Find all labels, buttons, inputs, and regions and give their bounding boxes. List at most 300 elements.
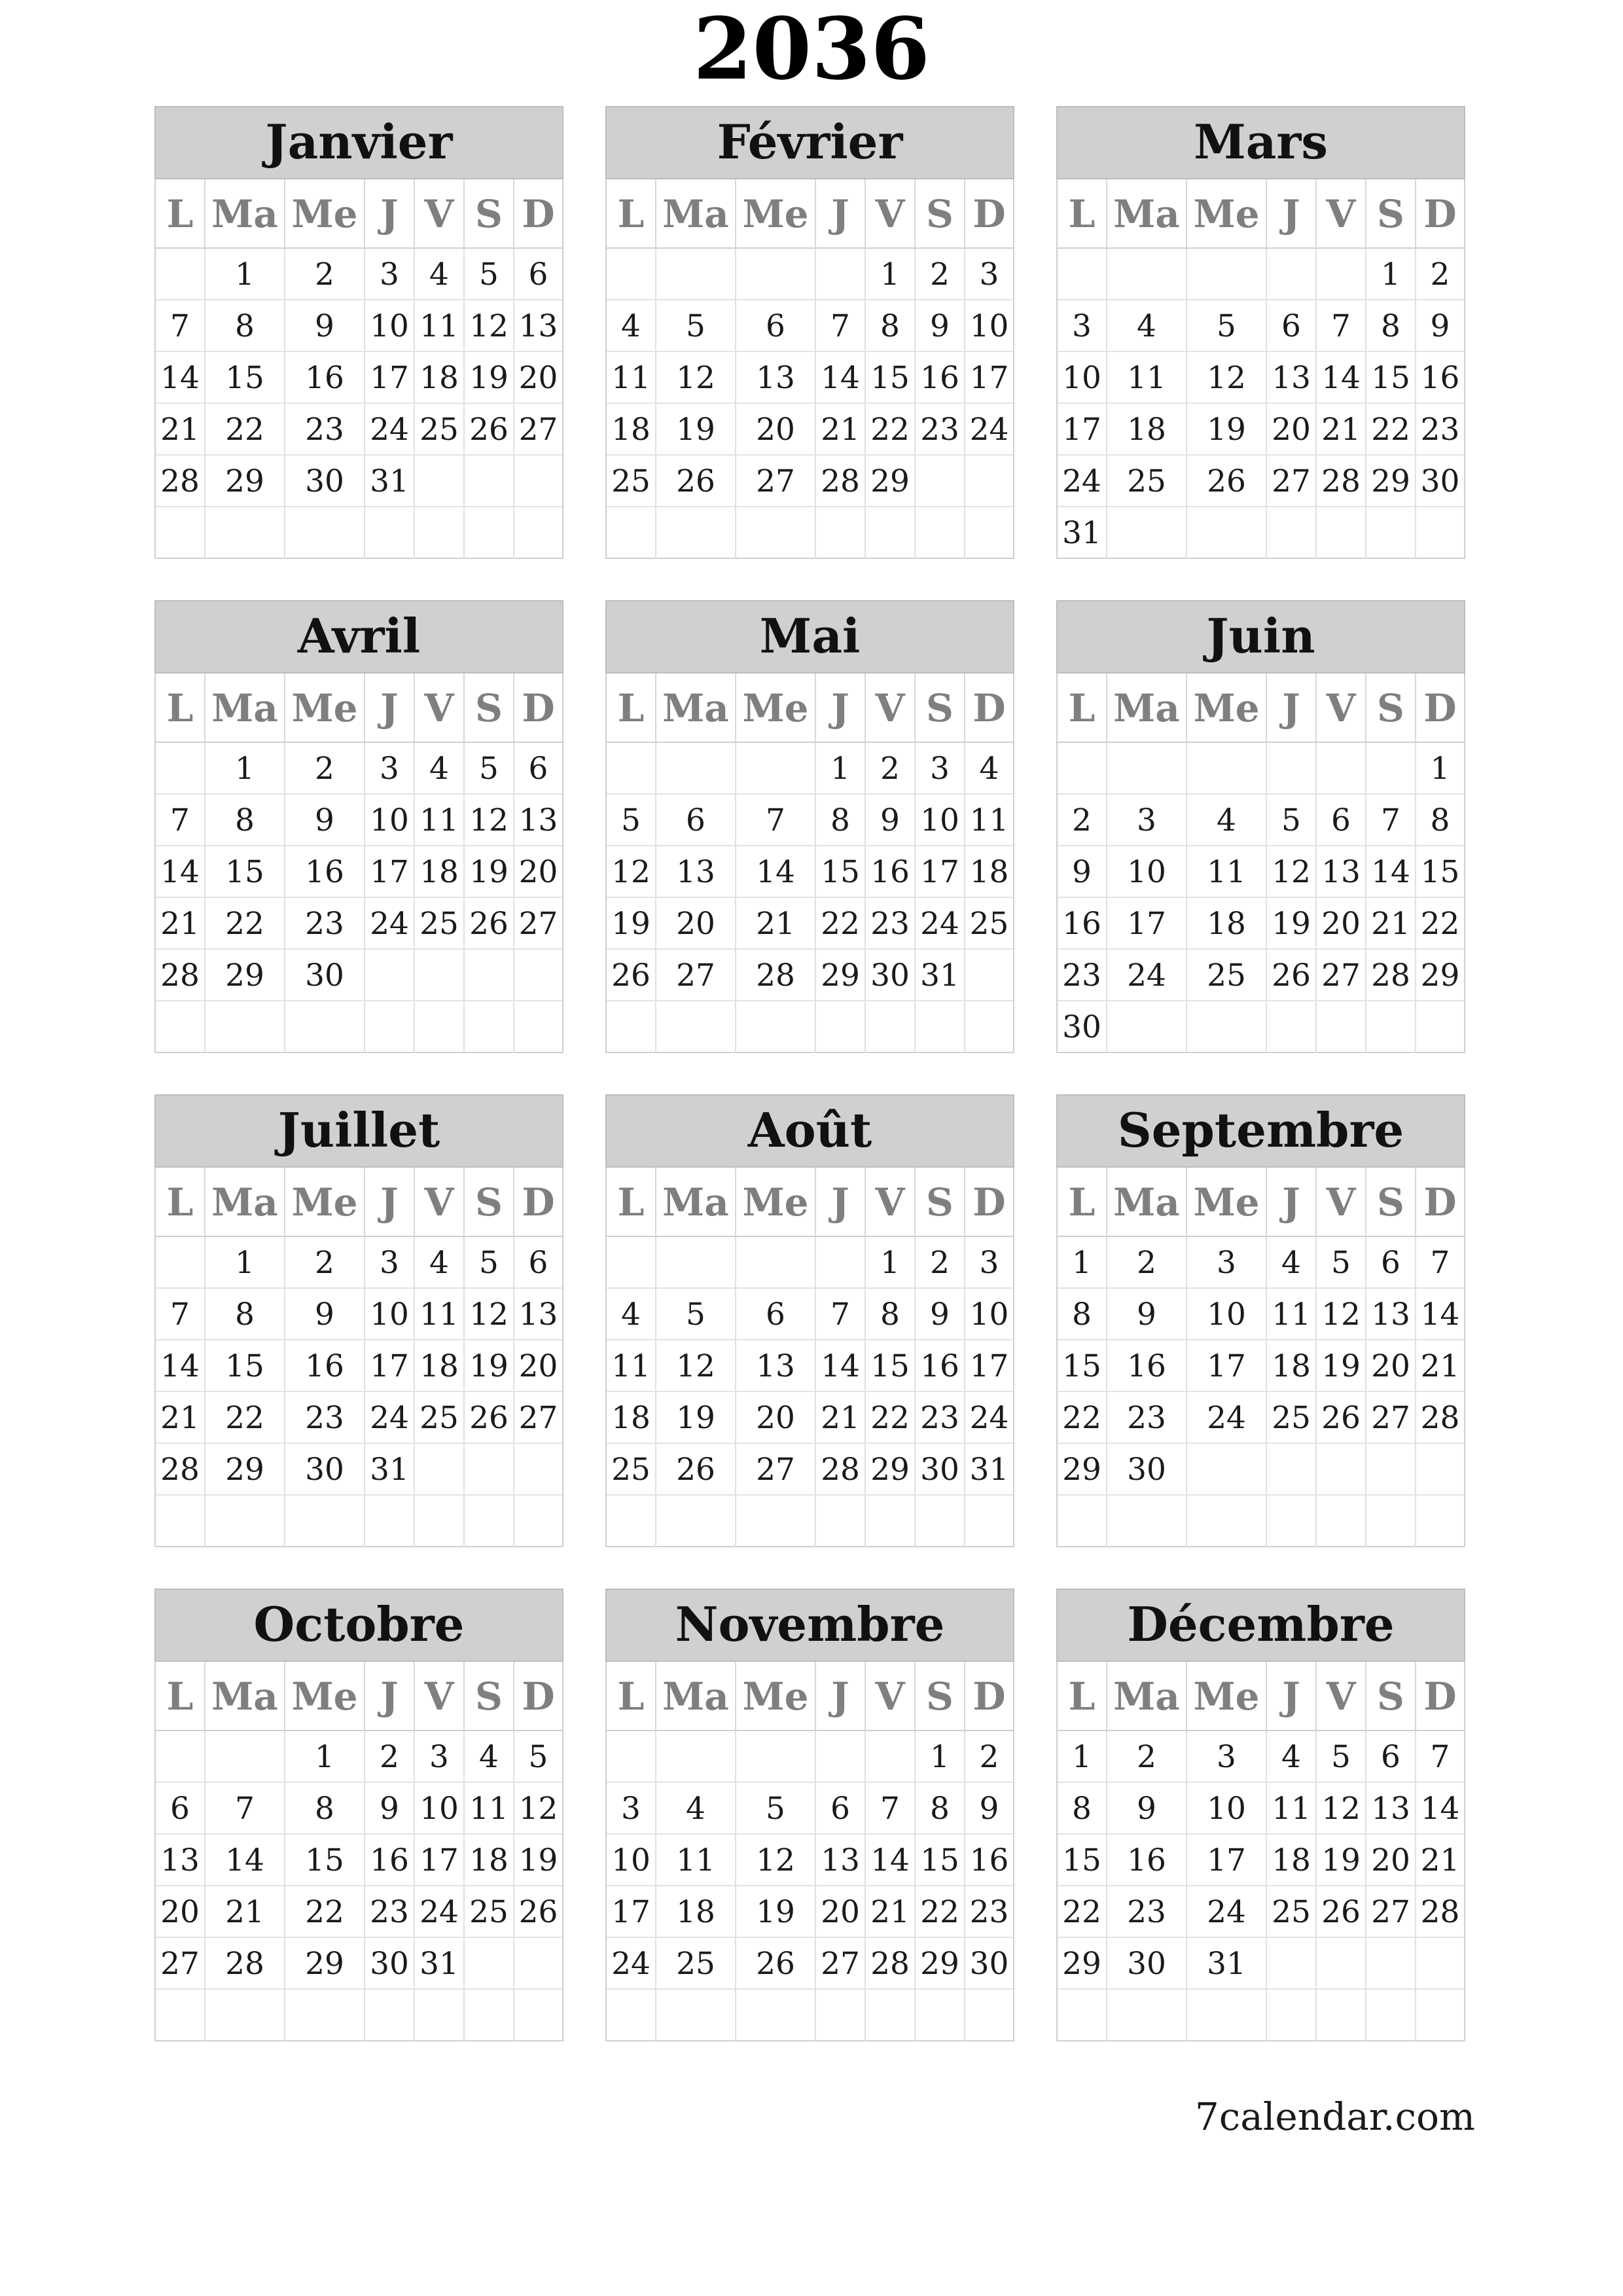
day-cell (816, 1990, 866, 2041)
day-cell (514, 1496, 562, 1547)
day-cell: 13 (656, 846, 736, 898)
day-cell: 31 (1058, 507, 1107, 559)
day-cell: 3 (965, 1237, 1013, 1289)
day-cell: 28 (156, 1444, 205, 1496)
weekday-header: L (156, 673, 205, 743)
day-cell: 31 (415, 1938, 465, 1990)
day-cell (285, 1001, 365, 1053)
day-cell: 23 (1058, 950, 1107, 1001)
day-cell (736, 507, 816, 559)
day-cell: 16 (365, 1835, 415, 1886)
day-cell: 25 (656, 1938, 736, 1990)
month-day-grid (1058, 1662, 1464, 2041)
day-cell: 24 (1187, 1392, 1267, 1444)
month-name: Novembre (605, 1588, 1014, 1662)
day-cell (415, 1444, 465, 1496)
day-cell: 25 (465, 1886, 514, 1938)
day-cell: 22 (866, 1392, 916, 1444)
weekday-header: Me (736, 673, 816, 743)
day-cell (365, 1496, 415, 1547)
weekday-header: S (465, 1662, 514, 1731)
day-cell: 2 (965, 1731, 1013, 1783)
day-cell (736, 1731, 816, 1783)
weekday-header: Me (285, 1662, 365, 1731)
day-cell: 3 (415, 1731, 465, 1783)
day-cell (205, 507, 285, 559)
day-cell: 4 (656, 1783, 736, 1835)
day-cell: 6 (816, 1783, 866, 1835)
day-cell: 18 (656, 1886, 736, 1938)
day-cell: 27 (1267, 456, 1317, 507)
day-cell: 1 (866, 1237, 916, 1289)
day-cell: 2 (365, 1731, 415, 1783)
day-cell: 31 (365, 456, 415, 507)
day-cell: 20 (1366, 1340, 1416, 1392)
day-cell (465, 950, 514, 1001)
day-cell: 14 (816, 352, 866, 404)
day-cell: 30 (285, 456, 365, 507)
day-cell: 31 (365, 1444, 415, 1496)
weekday-header: D (514, 1168, 562, 1237)
day-cell (866, 1990, 916, 2041)
day-cell: 9 (1107, 1289, 1187, 1340)
weekday-header: D (1416, 1168, 1464, 1237)
day-cell: 16 (285, 1340, 365, 1392)
day-cell: 26 (607, 950, 656, 1001)
day-cell: 17 (607, 1886, 656, 1938)
day-cell (1267, 507, 1317, 559)
day-cell (656, 1237, 736, 1289)
day-cell: 26 (1317, 1392, 1366, 1444)
day-cell: 3 (365, 743, 415, 795)
day-cell: 1 (916, 1731, 965, 1783)
day-cell (866, 1496, 916, 1547)
day-cell (965, 1990, 1013, 2041)
day-cell: 3 (1187, 1731, 1267, 1783)
day-cell: 27 (736, 1444, 816, 1496)
day-cell: 24 (365, 1392, 415, 1444)
day-cell: 14 (1317, 352, 1366, 404)
day-cell: 30 (285, 1444, 365, 1496)
day-cell (1317, 249, 1366, 300)
day-cell (656, 249, 736, 300)
day-cell (514, 950, 562, 1001)
day-cell: 14 (156, 846, 205, 898)
weekday-header: Me (736, 1168, 816, 1237)
day-cell: 21 (1317, 404, 1366, 456)
weekday-header: D (1416, 179, 1464, 249)
day-cell (205, 1990, 285, 2041)
day-cell (465, 1444, 514, 1496)
day-cell (1058, 1496, 1107, 1547)
day-cell: 20 (656, 898, 736, 950)
month-day-grid (1058, 179, 1464, 559)
day-cell: 19 (1317, 1835, 1366, 1886)
day-cell: 27 (156, 1938, 205, 1990)
day-cell: 6 (156, 1783, 205, 1835)
day-cell: 26 (514, 1886, 562, 1938)
weekday-header: D (514, 673, 562, 743)
day-cell (1317, 1938, 1366, 1990)
day-cell: 15 (1058, 1340, 1107, 1392)
day-cell: 7 (1416, 1237, 1464, 1289)
day-cell: 19 (656, 404, 736, 456)
day-cell: 22 (1416, 898, 1464, 950)
day-cell (415, 1001, 465, 1053)
day-cell: 26 (1187, 456, 1267, 507)
day-cell: 18 (965, 846, 1013, 898)
day-cell (1317, 1496, 1366, 1547)
day-cell: 9 (285, 1289, 365, 1340)
weekday-header: V (415, 179, 465, 249)
day-cell: 4 (415, 1237, 465, 1289)
day-cell (607, 1496, 656, 1547)
day-cell: 19 (1267, 898, 1317, 950)
day-cell: 14 (736, 846, 816, 898)
day-cell (465, 1001, 514, 1053)
day-cell: 23 (1416, 404, 1464, 456)
day-cell: 22 (205, 898, 285, 950)
day-cell: 23 (965, 1886, 1013, 1938)
weekday-header: S (1366, 1168, 1416, 1237)
day-cell: 20 (514, 352, 562, 404)
weekday-header: J (365, 1168, 415, 1237)
year-title: 2036 (693, 0, 930, 99)
day-cell: 18 (415, 846, 465, 898)
day-cell (1107, 1496, 1187, 1547)
day-cell (607, 249, 656, 300)
day-cell: 7 (736, 795, 816, 846)
day-cell: 12 (1317, 1289, 1366, 1340)
day-cell: 3 (607, 1783, 656, 1835)
day-cell: 22 (285, 1886, 365, 1938)
day-cell: 11 (656, 1835, 736, 1886)
day-cell: 16 (866, 846, 916, 898)
weekday-header: D (965, 673, 1013, 743)
day-cell: 21 (816, 1392, 866, 1444)
day-cell (1366, 1001, 1416, 1053)
weekday-header: J (365, 1662, 415, 1731)
day-cell: 11 (607, 352, 656, 404)
weekday-header: S (465, 673, 514, 743)
day-cell: 3 (1187, 1237, 1267, 1289)
day-cell: 23 (285, 898, 365, 950)
day-cell: 30 (866, 950, 916, 1001)
day-cell (205, 1496, 285, 1547)
day-cell: 20 (156, 1886, 205, 1938)
day-cell: 16 (1058, 898, 1107, 950)
day-cell: 8 (866, 1289, 916, 1340)
day-cell: 29 (205, 950, 285, 1001)
weekday-header: V (866, 673, 916, 743)
day-cell: 1 (816, 743, 866, 795)
weekday-header: L (156, 1168, 205, 1237)
day-cell: 23 (285, 404, 365, 456)
day-cell: 24 (415, 1886, 465, 1938)
day-cell (1267, 1496, 1317, 1547)
day-cell (205, 1731, 285, 1783)
day-cell (514, 456, 562, 507)
day-cell: 5 (1317, 1237, 1366, 1289)
weekday-header: D (965, 1662, 1013, 1731)
day-cell: 13 (1267, 352, 1317, 404)
day-cell (1366, 507, 1416, 559)
day-cell: 13 (514, 300, 562, 352)
day-cell (1187, 507, 1267, 559)
day-cell (465, 1938, 514, 1990)
weekday-header: Ma (205, 1662, 285, 1731)
day-cell: 28 (866, 1938, 916, 1990)
weekday-header: S (1366, 179, 1416, 249)
weekday-header: J (816, 1662, 866, 1731)
day-cell: 18 (1187, 898, 1267, 950)
day-cell: 17 (965, 1340, 1013, 1392)
day-cell: 15 (816, 846, 866, 898)
day-cell: 26 (465, 898, 514, 950)
day-cell: 9 (866, 795, 916, 846)
weekday-header: Me (285, 673, 365, 743)
day-cell (866, 1731, 916, 1783)
day-cell: 12 (1267, 846, 1317, 898)
day-cell: 31 (916, 950, 965, 1001)
day-cell (1187, 1001, 1267, 1053)
month-calendar (154, 1094, 563, 1547)
day-cell (156, 1237, 205, 1289)
day-cell: 6 (1267, 300, 1317, 352)
month-calendar (154, 600, 563, 1053)
day-cell: 8 (816, 795, 866, 846)
day-cell: 17 (1107, 898, 1187, 950)
day-cell: 4 (607, 1289, 656, 1340)
day-cell: 25 (415, 898, 465, 950)
day-cell (1416, 1001, 1464, 1053)
day-cell (1317, 1444, 1366, 1496)
weekday-header: J (365, 673, 415, 743)
day-cell: 17 (1058, 404, 1107, 456)
day-cell (1107, 1990, 1187, 2041)
day-cell: 17 (1187, 1340, 1267, 1392)
day-cell: 8 (866, 300, 916, 352)
day-cell: 20 (1267, 404, 1317, 456)
weekday-header: Ma (656, 1662, 736, 1731)
day-cell: 4 (415, 249, 465, 300)
month-name: Décembre (1056, 1588, 1465, 1662)
weekday-header: V (1317, 673, 1366, 743)
day-cell: 15 (866, 1340, 916, 1392)
day-cell: 16 (916, 1340, 965, 1392)
day-cell: 10 (1107, 846, 1187, 898)
weekday-header: L (1058, 1662, 1107, 1731)
day-cell (1267, 1001, 1317, 1053)
day-cell: 29 (1366, 456, 1416, 507)
weekday-header: S (1366, 1662, 1416, 1731)
day-cell (156, 1001, 205, 1053)
day-cell: 1 (1416, 743, 1464, 795)
day-cell (736, 1496, 816, 1547)
day-cell: 2 (1107, 1237, 1187, 1289)
day-cell: 23 (1107, 1392, 1187, 1444)
day-cell: 5 (465, 743, 514, 795)
day-cell: 29 (816, 950, 866, 1001)
day-cell: 2 (285, 1237, 365, 1289)
day-cell: 5 (656, 300, 736, 352)
day-cell (1187, 1496, 1267, 1547)
day-cell: 21 (1366, 898, 1416, 950)
month-calendar (605, 1588, 1014, 2041)
day-cell: 6 (1317, 795, 1366, 846)
weekday-header: L (607, 673, 656, 743)
day-cell: 6 (514, 743, 562, 795)
weekday-header: Me (736, 1662, 816, 1731)
day-cell: 23 (1107, 1886, 1187, 1938)
day-cell: 29 (1058, 1444, 1107, 1496)
weekday-header: J (816, 673, 866, 743)
day-cell: 17 (965, 352, 1013, 404)
day-cell: 12 (656, 352, 736, 404)
day-cell: 24 (916, 898, 965, 950)
day-cell: 29 (285, 1938, 365, 1990)
day-cell: 15 (205, 846, 285, 898)
day-cell (607, 743, 656, 795)
day-cell (205, 1001, 285, 1053)
day-cell: 26 (1317, 1886, 1366, 1938)
month-calendar (605, 1094, 1014, 1547)
day-cell: 8 (1058, 1783, 1107, 1835)
day-cell: 13 (1366, 1783, 1416, 1835)
day-cell (365, 950, 415, 1001)
day-cell: 14 (1416, 1289, 1464, 1340)
weekday-header: V (1317, 1168, 1366, 1237)
day-cell (465, 1496, 514, 1547)
day-cell (365, 1990, 415, 2041)
day-cell: 23 (916, 404, 965, 456)
weekday-header: S (916, 1662, 965, 1731)
weekday-header: S (916, 179, 965, 249)
day-cell: 10 (365, 300, 415, 352)
weekday-header: L (1058, 179, 1107, 249)
day-cell: 11 (1267, 1289, 1317, 1340)
weekday-header: V (866, 179, 916, 249)
day-cell: 10 (607, 1835, 656, 1886)
day-cell: 22 (816, 898, 866, 950)
day-cell (1366, 1990, 1416, 2041)
day-cell (415, 950, 465, 1001)
day-cell: 24 (1058, 456, 1107, 507)
day-cell: 15 (285, 1835, 365, 1886)
day-cell (1416, 1938, 1464, 1990)
day-cell (736, 1237, 816, 1289)
day-cell (656, 1001, 736, 1053)
day-cell: 26 (656, 456, 736, 507)
day-cell: 11 (415, 1289, 465, 1340)
day-cell: 20 (514, 1340, 562, 1392)
day-cell (1416, 1990, 1464, 2041)
day-cell: 20 (736, 404, 816, 456)
day-cell (1107, 249, 1187, 300)
day-cell: 25 (1187, 950, 1267, 1001)
day-cell: 7 (205, 1783, 285, 1835)
day-cell: 7 (156, 300, 205, 352)
day-cell: 4 (1187, 795, 1267, 846)
day-cell: 21 (156, 898, 205, 950)
day-cell: 3 (365, 249, 415, 300)
day-cell: 9 (1107, 1783, 1187, 1835)
day-cell: 13 (1317, 846, 1366, 898)
day-cell: 9 (285, 795, 365, 846)
day-cell (465, 507, 514, 559)
day-cell: 21 (156, 1392, 205, 1444)
day-cell: 8 (1416, 795, 1464, 846)
day-cell: 17 (415, 1835, 465, 1886)
day-cell: 31 (965, 1444, 1013, 1496)
day-cell: 11 (415, 795, 465, 846)
day-cell (916, 1496, 965, 1547)
weekday-header: D (1416, 1662, 1464, 1731)
day-cell: 8 (1366, 300, 1416, 352)
day-cell (1317, 1001, 1366, 1053)
day-cell (285, 507, 365, 559)
day-cell (736, 249, 816, 300)
month-calendar (154, 1588, 563, 2041)
day-cell: 19 (465, 1340, 514, 1392)
day-cell (1267, 1444, 1317, 1496)
day-cell: 10 (1187, 1783, 1267, 1835)
day-cell: 11 (1107, 352, 1187, 404)
month-calendar (1056, 1094, 1465, 1547)
day-cell: 8 (205, 795, 285, 846)
day-cell (1058, 1990, 1107, 2041)
day-cell: 2 (866, 743, 916, 795)
day-cell: 23 (916, 1392, 965, 1444)
day-cell (816, 249, 866, 300)
day-cell: 9 (1416, 300, 1464, 352)
day-cell: 11 (465, 1783, 514, 1835)
month-day-grid (156, 673, 562, 1053)
day-cell: 10 (1187, 1289, 1267, 1340)
day-cell: 1 (205, 743, 285, 795)
day-cell: 21 (736, 898, 816, 950)
day-cell: 7 (816, 1289, 866, 1340)
day-cell: 19 (656, 1392, 736, 1444)
weekday-header: J (1267, 673, 1317, 743)
day-cell: 22 (205, 404, 285, 456)
day-cell: 2 (916, 249, 965, 300)
weekday-header: Ma (656, 179, 736, 249)
day-cell (415, 1496, 465, 1547)
day-cell (816, 507, 866, 559)
weekday-header: L (156, 179, 205, 249)
day-cell (656, 507, 736, 559)
day-cell: 5 (514, 1731, 562, 1783)
day-cell: 11 (1267, 1783, 1317, 1835)
day-cell: 24 (965, 1392, 1013, 1444)
weekday-header: V (415, 1662, 465, 1731)
day-cell: 1 (285, 1731, 365, 1783)
day-cell: 27 (1366, 1392, 1416, 1444)
day-cell: 1 (205, 249, 285, 300)
day-cell: 16 (1107, 1835, 1187, 1886)
day-cell: 29 (916, 1938, 965, 1990)
weekday-header: D (514, 179, 562, 249)
month-day-grid (607, 673, 1013, 1053)
day-cell: 15 (1366, 352, 1416, 404)
weekday-header: S (465, 179, 514, 249)
day-cell: 25 (1267, 1886, 1317, 1938)
day-cell: 11 (607, 1340, 656, 1392)
day-cell: 19 (736, 1886, 816, 1938)
weekday-header: J (1267, 1168, 1317, 1237)
day-cell: 2 (285, 743, 365, 795)
